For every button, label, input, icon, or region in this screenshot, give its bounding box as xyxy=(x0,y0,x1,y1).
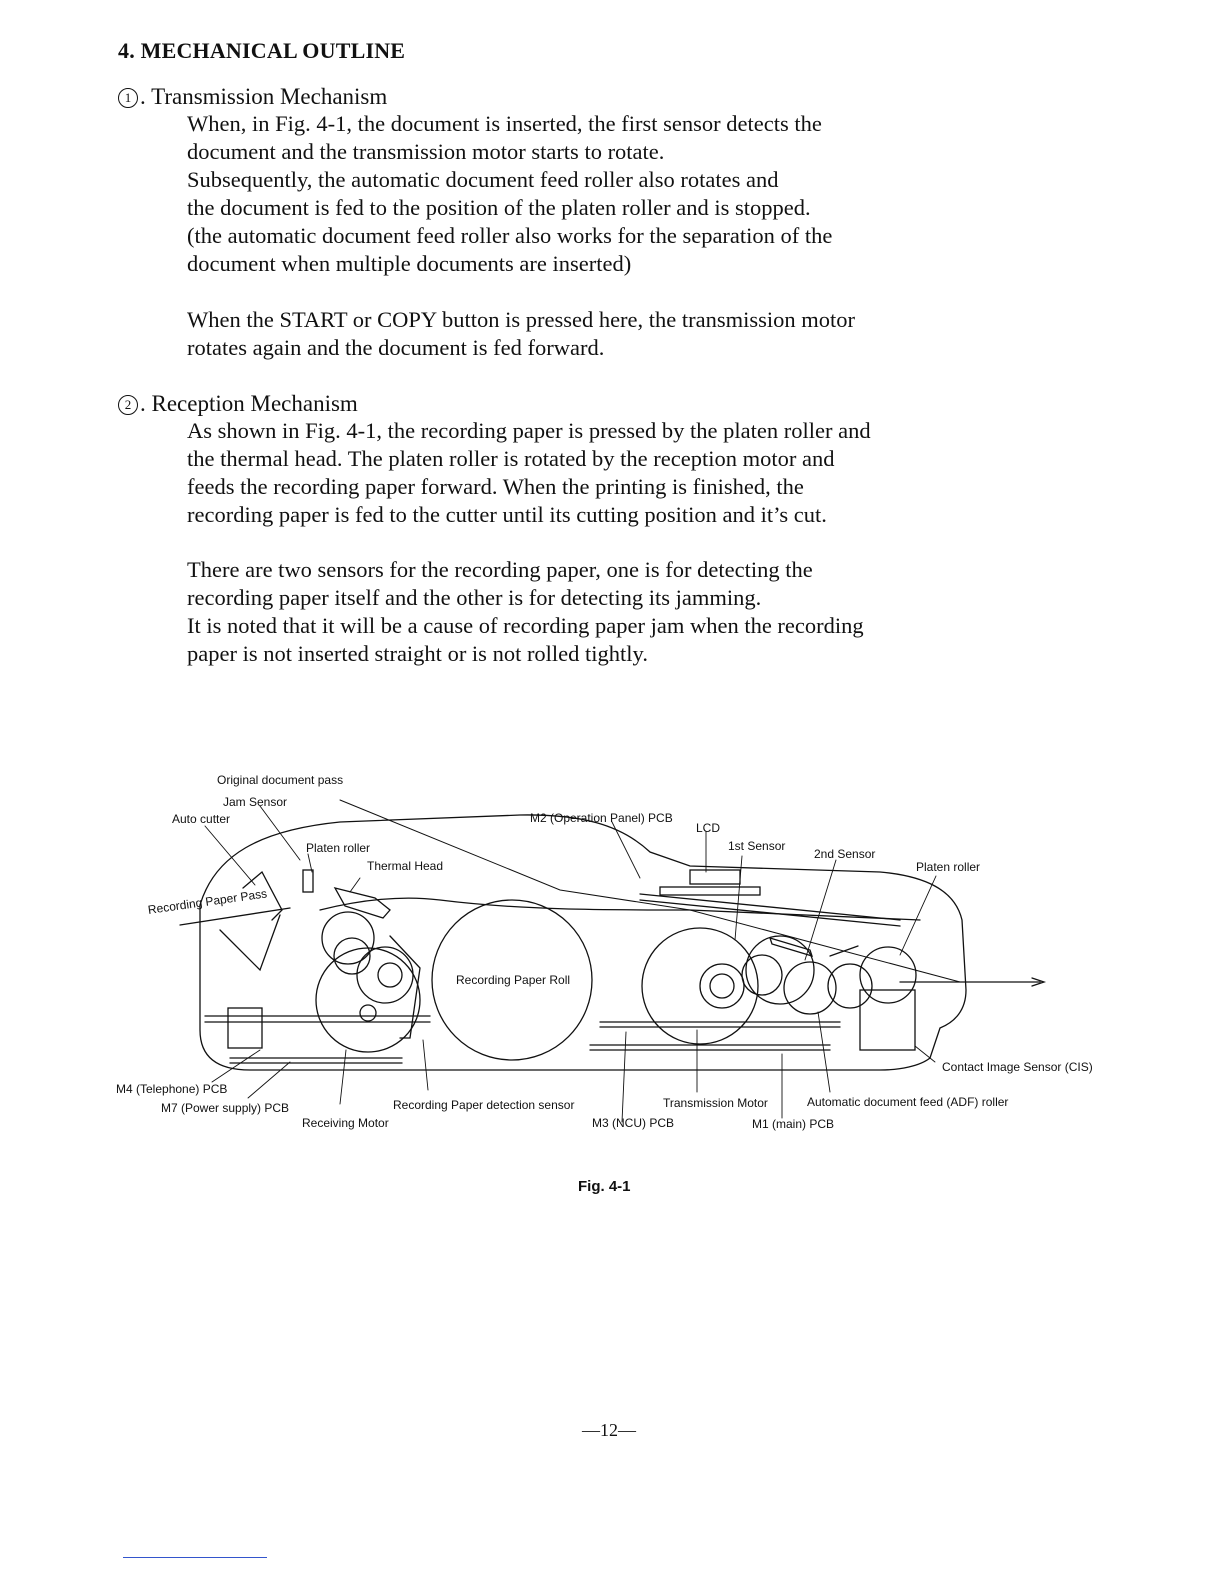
page-number: —12— xyxy=(582,1420,636,1440)
text-line: the thermal head. The platen roller is rotated by the reception motor and xyxy=(187,446,835,471)
text-line: Subsequently, the automatic document feed roller also rotates and xyxy=(187,167,779,192)
panel-line xyxy=(640,894,900,920)
jam-sensor-block xyxy=(303,870,313,892)
label-lcd: LCD xyxy=(696,821,721,835)
text-line: paper is not inserted straight or is not rolled tightly. xyxy=(187,641,648,666)
gear xyxy=(742,955,782,995)
text-line: (the automatic document feed roller also works for the separation of the xyxy=(187,223,833,248)
cutter-blade xyxy=(220,915,280,970)
label-m7-pcb: M7 (Power supply) PCB xyxy=(161,1101,290,1115)
label-receiving-motor: Receiving Motor xyxy=(302,1116,389,1130)
label-platen-roller-left: Platen roller xyxy=(306,841,371,855)
text-line: There are two sensors for the recording paper, one is for detecting the xyxy=(187,557,813,582)
text-line: rotates again and the document is fed forward. xyxy=(187,335,605,360)
gear xyxy=(360,1005,376,1021)
document-path xyxy=(340,800,960,982)
label-m3-pcb: M3 (NCU) PCB xyxy=(592,1116,675,1130)
section-number-badge: 1 xyxy=(118,88,138,108)
text-line: feeds the recording paper forward. When the printing is finished, the xyxy=(187,474,804,499)
label-original-document-pass: Original document pass xyxy=(217,773,344,787)
label-thermal-head: Thermal Head xyxy=(367,859,444,873)
leader-line xyxy=(900,876,936,955)
gear xyxy=(357,947,413,1003)
mechanical-outline-figure xyxy=(0,760,1224,1160)
text-line: document and the transmission motor starts to rotate. xyxy=(187,139,665,164)
label-1st-sensor: 1st Sensor xyxy=(728,839,786,853)
paragraph-transmission-2 xyxy=(187,306,967,362)
paragraph-reception-1 xyxy=(187,417,967,529)
label-jam-sensor: Jam Sensor xyxy=(223,795,288,809)
section-title-reception xyxy=(118,391,358,417)
text-line: document when multiple documents are inserted) xyxy=(187,251,632,276)
text-line: It is noted that it will be a cause of recording paper jam when the recording xyxy=(187,613,864,638)
leader-line xyxy=(248,1062,290,1098)
page-heading: 4. MECHANICAL OUTLINE xyxy=(118,38,406,63)
leader-line xyxy=(212,1050,260,1082)
leader-line xyxy=(423,1040,428,1090)
thermal-head xyxy=(335,888,390,918)
text-line: When, in Fig. 4-1, the document is inserted, the first sensor detects the xyxy=(187,111,822,136)
text-line: When the START or COPY button is pressed here, the transmission motor xyxy=(187,307,856,332)
section-title-transmission xyxy=(118,84,387,110)
upper-cover xyxy=(320,898,920,920)
label-m1-pcb: M1 (main) PCB xyxy=(752,1117,835,1131)
label-platen-roller-right: Platen roller xyxy=(916,860,981,874)
figure-caption: Fig. 4-1 xyxy=(578,1178,631,1195)
section-title-text: . Transmission Mechanism xyxy=(140,84,388,109)
gear xyxy=(828,964,872,1008)
label-auto-cutter: Auto cutter xyxy=(172,812,231,826)
panel-line xyxy=(640,900,900,926)
recording-paper-pass-arrow xyxy=(180,908,290,925)
leader-line xyxy=(612,822,640,878)
leader-line xyxy=(735,856,742,940)
gear xyxy=(700,964,744,1008)
leader-line xyxy=(350,878,360,892)
label-recording-paper-pass: Recording Paper Pass xyxy=(147,886,268,917)
label-cis: Contact Image Sensor (CIS) xyxy=(942,1060,1093,1074)
text-line: recording paper itself and the other is for detecting its jamming. xyxy=(187,585,762,610)
gear xyxy=(378,963,402,987)
label-adf-roller: Automatic document feed (ADF) roller xyxy=(807,1095,1009,1109)
section-number-badge: 2 xyxy=(118,395,138,415)
label-paper-detection-sensor: Recording Paper detection sensor xyxy=(393,1098,575,1112)
label-transmission-motor: Transmission Motor xyxy=(663,1096,768,1110)
label-m4-pcb: M4 (Telephone) PCB xyxy=(116,1082,228,1096)
section-title-text: . Reception Mechanism xyxy=(140,391,358,416)
text-line: recording paper is fed to the cutter until its cutting position and it’s cut. xyxy=(187,502,827,527)
operation-panel-pcb xyxy=(660,887,760,895)
lcd-block xyxy=(690,870,740,884)
second-sensor-lever xyxy=(830,946,858,956)
leader-line xyxy=(205,826,255,885)
leader-line xyxy=(308,854,312,872)
footer-rule xyxy=(123,1557,267,1558)
telephone-pcb xyxy=(228,1008,262,1048)
paragraph-reception-2 xyxy=(187,556,967,668)
leader-line xyxy=(260,806,300,860)
gear xyxy=(710,974,734,998)
leader-line xyxy=(818,1012,830,1092)
label-recording-paper-roll: Recording Paper Roll xyxy=(456,973,571,987)
label-2nd-sensor: 2nd Sensor xyxy=(814,847,876,861)
text-line: the document is fed to the position of the platen roller and is stopped. xyxy=(187,195,811,220)
paragraph-transmission-1 xyxy=(187,110,967,278)
text-line: As shown in Fig. 4-1, the recording paper is pressed by the platen roller and xyxy=(187,418,871,443)
label-m2-pcb: M2 (Operation Panel) PCB xyxy=(530,811,673,825)
